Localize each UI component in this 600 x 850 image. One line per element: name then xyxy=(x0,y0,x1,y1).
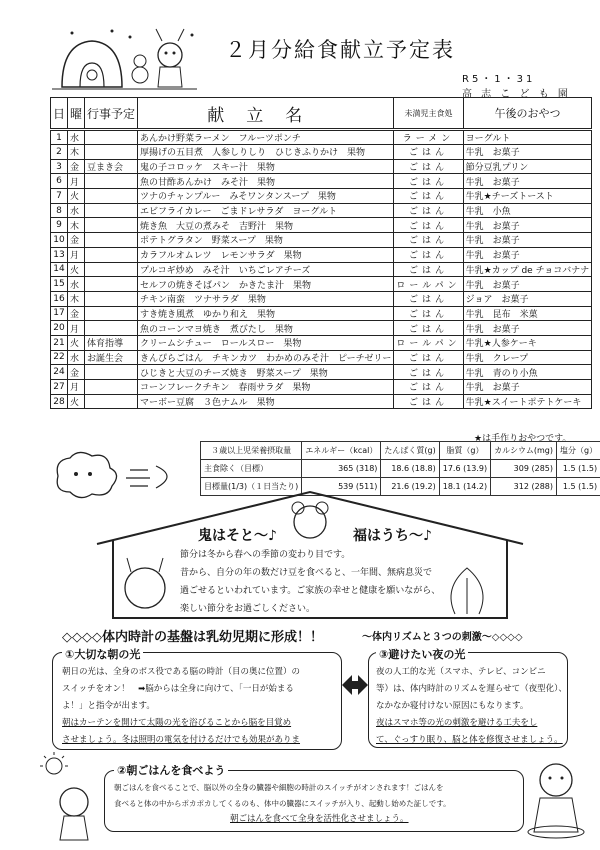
night-light-line-3: なかなか寝付けない原因にもなります。 xyxy=(376,701,529,711)
school-name: 高 志 こ ど も 園 xyxy=(462,89,571,100)
menu-row xyxy=(51,145,592,160)
menu-row xyxy=(51,159,592,174)
menu-row xyxy=(51,218,592,233)
menu-dow: 木 xyxy=(68,145,85,160)
menu-day: 28 xyxy=(51,394,68,409)
nutrition-row-label: 目標量(1/3)（１日当たり) xyxy=(201,478,302,496)
menu-dow: 水 xyxy=(68,350,85,365)
menu-dishes: すき焼き風煮 ゆかり和え 果物 xyxy=(138,306,394,321)
menu-event xyxy=(85,306,138,321)
menu-dishes: 魚の甘酢あんかけ みそ汁 果物 xyxy=(138,174,394,189)
menu-staple: ごはん xyxy=(394,203,463,218)
menu-staple: ごはん xyxy=(394,291,463,306)
menu-dow: 水 xyxy=(68,277,85,292)
menu-row xyxy=(51,306,592,321)
menu-table xyxy=(50,97,592,409)
menu-row xyxy=(51,262,592,277)
snack-note: ★は手作りおやつです。 xyxy=(474,434,572,444)
menu-snack: 牛乳 お菓子 xyxy=(463,174,592,189)
menu-snack: 牛乳★人参ケーキ xyxy=(463,335,592,350)
menu-snack: 牛乳 青のり小魚 xyxy=(463,365,592,380)
nutrition-value: 21.6 (19.2) xyxy=(381,478,439,496)
child-eating-illustration xyxy=(526,752,592,842)
menu-staple: ごはん xyxy=(394,306,463,321)
menu-dow: 金 xyxy=(68,306,85,321)
menu-dow: 金 xyxy=(68,233,85,248)
menu-dow: 火 xyxy=(68,189,85,204)
menu-snack: 牛乳★カップ de チョコバナナ xyxy=(463,262,592,277)
rhythm-banner: ◇◇◇◇体内時計の基盤は乳幼児期に形成！！ xyxy=(62,630,323,645)
menu-staple: ごはん xyxy=(394,262,463,277)
nutrition-value: 17.6 (13.9) xyxy=(439,460,490,478)
menu-dow: 木 xyxy=(68,218,85,233)
menu-row xyxy=(51,189,592,204)
night-light-line-4: 夜はスマホ等の光の刺激を避ける工夫をし xyxy=(376,718,538,728)
menu-snack: 牛乳 昆布 米菓 xyxy=(463,306,592,321)
nutrition-header xyxy=(201,442,600,460)
menu-row xyxy=(51,247,592,262)
header-staple: 未満児主食処 xyxy=(394,98,463,130)
menu-event xyxy=(85,277,138,292)
child-sun-illustration xyxy=(34,752,104,842)
menu-row xyxy=(51,130,592,145)
menu-dishes: きんぴらごはん チキンカツ わかめのみそ汁 ピーチゼリー xyxy=(138,350,394,365)
menu-snack: 牛乳 お菓子 xyxy=(463,277,592,292)
header-event: 行事予定 xyxy=(85,98,138,130)
menu-event xyxy=(85,247,138,262)
breakfast-line-1: 朝ごはんを食べることで、脳以外の全身の臓器や細胞の時計のスイッチがオンされます！ごはんを xyxy=(114,783,444,792)
menu-row xyxy=(51,335,592,350)
menu-day: 27 xyxy=(51,380,68,395)
menu-day: 1 xyxy=(51,130,68,145)
nutrition-header-cell: 塩分（g） xyxy=(557,442,600,460)
night-light-line-2: 等）は、体内時計のリズムを遅らせて（夜型化）、 xyxy=(376,684,567,694)
menu-event xyxy=(85,130,138,145)
menu-event xyxy=(85,174,138,189)
menu-snack: 牛乳★チーズトースト xyxy=(463,189,592,204)
morning-light-line-3: よ！」と指令が出ます。 xyxy=(62,701,155,711)
menu-dishes: ひじきと大豆のチーズ焼き 野菜スープ 果物 xyxy=(138,365,394,380)
menu-day: 7 xyxy=(51,189,68,204)
menu-dishes: セルフの焼きそばパン かきたま汁 果物 xyxy=(138,277,394,292)
menu-snack: 牛乳 小魚 xyxy=(463,203,592,218)
menu-dishes: 焼き魚 大豆の煮みそ 吉野汁 果物 xyxy=(138,218,394,233)
menu-staple: ごはん xyxy=(394,365,463,380)
menu-dow: 水 xyxy=(68,203,85,218)
menu-event xyxy=(85,365,138,380)
menu-dow: 金 xyxy=(68,159,85,174)
menu-snack: 牛乳 お菓子 xyxy=(463,218,592,233)
oni-slogan: 鬼はそと～♪ xyxy=(198,528,277,544)
menu-day: 14 xyxy=(51,262,68,277)
night-light-title: ③避けたい夜の光 xyxy=(376,646,468,662)
nutrition-header-cell: 脂質（g） xyxy=(439,442,490,460)
nutrition-value: 312 (288) xyxy=(491,478,557,496)
menu-snack: 牛乳 クレープ xyxy=(463,350,592,365)
menu-snack: ヨーグルト xyxy=(463,130,592,145)
menu-staple: ごはん xyxy=(394,380,463,395)
header-dow: 曜 xyxy=(68,98,85,130)
menu-event: お誕生会 xyxy=(85,350,138,365)
menu-row xyxy=(51,174,592,189)
nutrition-value: 18.1 (14.2) xyxy=(439,478,490,496)
header-snack: 午後のおやつ xyxy=(463,98,592,130)
nutrition-row xyxy=(201,460,600,478)
menu-dishes: クリームシチュー ロールスロー 果物 xyxy=(138,335,394,350)
double-arrow-icon xyxy=(340,672,370,698)
morning-light-line-2: スイッチをオン！ ➡脳からは全身に向けて、「一日が始まる xyxy=(62,684,294,694)
menu-snack: 牛乳 お菓子 xyxy=(463,233,592,248)
nutrition-header-cell: ３歳以上児栄養摂取量 xyxy=(201,442,302,460)
fuku-slogan: 福はうち～♪ xyxy=(353,528,432,544)
breakfast-line-3: 朝ごはんを食べて全身を活性化させましょう。 xyxy=(230,814,409,824)
menu-dishes: あんかけ野菜ラーメン フルーツポンチ xyxy=(138,130,394,145)
menu-dishes: 鬼の子コロッケ スキー汁 果物 xyxy=(138,159,394,174)
menu-staple: ごはん xyxy=(394,233,463,248)
menu-event: 体育指導 xyxy=(85,335,138,350)
menu-day: 22 xyxy=(51,350,68,365)
menu-day: 24 xyxy=(51,365,68,380)
nutrition-row-label: 主食除く（目標） xyxy=(201,460,302,478)
menu-day: 9 xyxy=(51,218,68,233)
menu-dishes: チキン南蛮 ツナサラダ 果物 xyxy=(138,291,394,306)
menu-dishes: コーンフレークチキン 春雨サラダ 果物 xyxy=(138,380,394,395)
menu-dow: 火 xyxy=(68,335,85,350)
menu-snack: ジョア お菓子 xyxy=(463,291,592,306)
menu-day: 10 xyxy=(51,233,68,248)
menu-dow: 月 xyxy=(68,247,85,262)
menu-event xyxy=(85,380,138,395)
menu-staple: ごはん xyxy=(394,218,463,233)
menu-dishes: 厚揚げの五目煮 人参しりしり ひじきふりかけ 果物 xyxy=(138,145,394,160)
menu-day: 3 xyxy=(51,159,68,174)
nutrition-value: 309 (285) xyxy=(491,460,557,478)
menu-snack: 牛乳 お菓子 xyxy=(463,145,592,160)
nutrition-header-cell: たんぱく質(g) xyxy=(381,442,439,460)
menu-dow: 金 xyxy=(68,365,85,380)
menu-day: 20 xyxy=(51,321,68,336)
menu-row xyxy=(51,380,592,395)
menu-day: 2 xyxy=(51,145,68,160)
menu-staple: ごはん xyxy=(394,350,463,365)
menu-day: 21 xyxy=(51,335,68,350)
menu-row xyxy=(51,350,592,365)
kamakura-illustration xyxy=(52,25,197,95)
menu-event xyxy=(85,145,138,160)
menu-event xyxy=(85,394,138,409)
nutrition-value: 365 (318) xyxy=(302,460,381,478)
menu-staple: ごはん xyxy=(394,247,463,262)
nutrition-header-cell: カルシウム(mg) xyxy=(491,442,557,460)
menu-dishes: エビフライカレー ごまドレサラダ ヨーグルト xyxy=(138,203,394,218)
menu-staple: ごはん xyxy=(394,394,463,409)
menu-day: 15 xyxy=(51,277,68,292)
menu-event xyxy=(85,203,138,218)
menu-dishes: プルコギ炒め みそ汁 いちごレアチーズ xyxy=(138,262,394,277)
menu-row xyxy=(51,365,592,380)
menu-staple: ロールパン xyxy=(394,335,463,350)
menu-row xyxy=(51,394,592,409)
morning-light-line-1: 朝日の光は、全身のボス役である脳の時計（目の奥に位置）の xyxy=(62,667,301,677)
menu-staple: ごはん xyxy=(394,159,463,174)
menu-day: 6 xyxy=(51,174,68,189)
menu-staple: ロールパン xyxy=(394,277,463,292)
menu-dishes: マーボー豆腐 ３色ナムル 果物 xyxy=(138,394,394,409)
breakfast-line-2: 食べると体の中からポカポカしてくるのも、体中の臓器にスイッチが入り、起動し始めた証しです。 xyxy=(114,799,451,808)
menu-snack: 牛乳 お菓子 xyxy=(463,247,592,262)
menu-snack: 牛乳 お菓子 xyxy=(463,380,592,395)
menu-dishes: カラフルオムレツ レモンサラダ 果物 xyxy=(138,247,394,262)
menu-event xyxy=(85,291,138,306)
menu-event xyxy=(85,218,138,233)
header-day: 日 xyxy=(51,98,68,130)
setsubun-line-4: 楽しい節分をお過ごしください。 xyxy=(180,604,316,614)
page-title: ２月分給食献立予定表 xyxy=(225,38,455,62)
menu-dow: 水 xyxy=(68,130,85,145)
menu-staple: ごはん xyxy=(394,174,463,189)
menu-snack: 節分豆乳プリン xyxy=(463,159,592,174)
setsubun-line-3: 過ごせるといわれています。ご家族の幸せと健康を願いながら、 xyxy=(180,586,441,596)
menu-dishes: ポテトグラタン 野菜スープ 果物 xyxy=(138,233,394,248)
morning-light-line-5: させましょう。冬は照明の電気を付けるだけでも効果がありま xyxy=(62,735,301,745)
menu-day: 8 xyxy=(51,203,68,218)
setsubun-line-1: 節分は冬から春への季節の変わり目です。 xyxy=(180,550,351,560)
menu-dow: 木 xyxy=(68,291,85,306)
menu-event xyxy=(85,189,138,204)
menu-row xyxy=(51,291,592,306)
morning-light-title: ①大切な朝の光 xyxy=(62,646,143,662)
nutrition-value: 539 (511) xyxy=(302,478,381,496)
menu-row xyxy=(51,277,592,292)
rhythm-subbanner: ～体内リズムと３つの刺激～◇◇◇◇ xyxy=(362,632,523,643)
menu-staple: ごはん xyxy=(394,321,463,336)
menu-dishes: ツナのチャンプルー みそワンタンスープ 果物 xyxy=(138,189,394,204)
night-light-line-1: 夜の人工的な光（スマホ、テレビ、コンビニ xyxy=(376,667,546,677)
menu-snack: 牛乳★スイートポテトケーキ xyxy=(463,394,592,409)
nutrition-value: 1.5 (1.5) xyxy=(557,460,600,478)
menu-event: 豆まき会 xyxy=(85,159,138,174)
menu-staple: ラーメン xyxy=(394,130,463,145)
menu-row xyxy=(51,203,592,218)
nutrition-value: 1.5 (1.5) xyxy=(557,478,600,496)
menu-table-header xyxy=(51,98,592,130)
menu-row xyxy=(51,233,592,248)
menu-dow: 月 xyxy=(68,380,85,395)
issue-date: R5・1・31 xyxy=(462,74,536,85)
menu-dishes: 魚のコーンマヨ焼き 煮びたし 果物 xyxy=(138,321,394,336)
menu-snack: 牛乳 お菓子 xyxy=(463,321,592,336)
breakfast-title: ②朝ごはんを食べよう xyxy=(114,762,228,778)
nutrition-header-cell: エネルギー（kcal） xyxy=(302,442,381,460)
menu-row xyxy=(51,321,592,336)
menu-day: 13 xyxy=(51,247,68,262)
night-light-line-5: て、ぐっすり眠り、脳と体を修復させましょう。 xyxy=(376,735,563,745)
morning-light-line-4: 朝はカーテンを開けて太陽の光を浴びることから脳を目覚め xyxy=(62,718,292,728)
menu-day: 17 xyxy=(51,306,68,321)
menu-event xyxy=(85,233,138,248)
menu-dow: 火 xyxy=(68,262,85,277)
menu-dow: 月 xyxy=(68,321,85,336)
menu-staple: ごはん xyxy=(394,189,463,204)
header-menu: 献立名 xyxy=(138,98,394,130)
nutrition-value: 18.6 (18.8) xyxy=(381,460,439,478)
setsubun-line-2: 昔から、自分の年の数だけ豆を食べると、一年間、無病息災で xyxy=(180,568,433,578)
menu-dow: 月 xyxy=(68,174,85,189)
menu-event xyxy=(85,321,138,336)
menu-staple: ごはん xyxy=(394,145,463,160)
menu-dow: 火 xyxy=(68,394,85,409)
menu-event xyxy=(85,262,138,277)
menu-day: 16 xyxy=(51,291,68,306)
